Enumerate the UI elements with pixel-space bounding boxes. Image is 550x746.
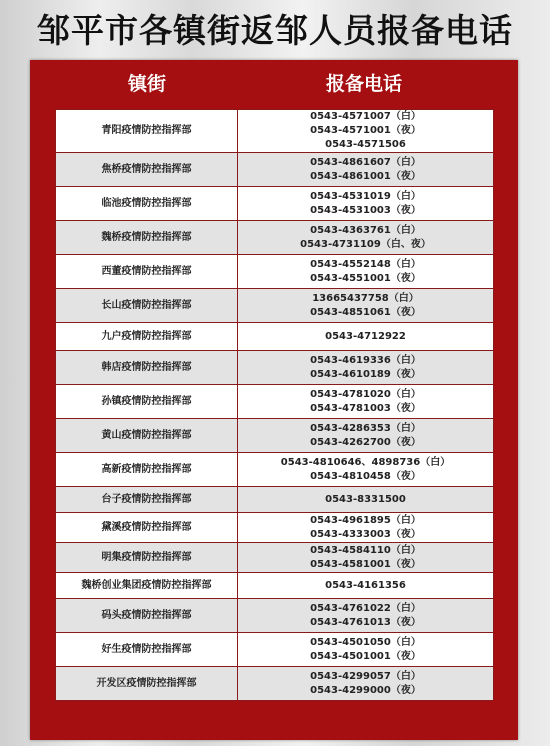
- table-row: [56, 255, 494, 289]
- town-name-cell: 魏桥疫情防控指挥部: [56, 221, 238, 255]
- table-header: [30, 60, 518, 108]
- phone-number[interactable]: 0543-8331500: [325, 493, 406, 505]
- town-name-cell: 台子疫情防控指挥部: [56, 487, 238, 513]
- table-row: [56, 633, 494, 667]
- town-name-cell: 开发区疫情防控指挥部: [56, 667, 238, 701]
- phone-number[interactable]: 0543-4571001（夜）: [310, 125, 421, 136]
- phone-number[interactable]: 0543-4531019（白）: [310, 190, 421, 202]
- phone-cell: [238, 573, 494, 599]
- town-name-cell: 黄山疫情防控指挥部: [56, 419, 238, 453]
- phone-number[interactable]: 0543-4262700（夜）: [310, 436, 421, 448]
- town-name-cell: 魏桥创业集团疫情防控指挥部: [56, 573, 238, 599]
- phone-number[interactable]: 0543-4571007（白）: [310, 111, 421, 122]
- table-row: [56, 599, 494, 633]
- phone-number[interactable]: 0543-4619336（白）: [310, 354, 421, 366]
- table-row: [56, 351, 494, 385]
- phone-number[interactable]: 0543-4861001（夜）: [310, 170, 421, 182]
- town-name-cell: 好生疫情防控指挥部: [56, 633, 238, 667]
- phone-cell: [238, 110, 494, 153]
- phone-table: [55, 109, 494, 701]
- phone-number[interactable]: 0543-4712922: [325, 330, 406, 342]
- phone-number[interactable]: 0543-4761013（夜）: [310, 616, 421, 628]
- phone-cell: [238, 187, 494, 221]
- phone-cell: [238, 543, 494, 573]
- phone-number[interactable]: 0543-4581001（夜）: [310, 558, 421, 570]
- town-name-cell: 长山疫情防控指挥部: [56, 289, 238, 323]
- phone-number[interactable]: 0543-4961895（白）: [310, 514, 421, 526]
- phone-cell: [238, 255, 494, 289]
- phone-cell: [238, 667, 494, 701]
- phone-number[interactable]: 0543-4584110（白）: [310, 544, 421, 556]
- phone-number[interactable]: 0543-4610189（夜）: [310, 368, 421, 380]
- phone-number[interactable]: 0543-4810458（夜）: [310, 470, 421, 482]
- phone-number[interactable]: 0543-4761022（白）: [310, 602, 421, 614]
- phone-cell: [238, 323, 494, 351]
- table-row: [56, 289, 494, 323]
- table-row: [56, 221, 494, 255]
- town-name-cell: 临池疫情防控指挥部: [56, 187, 238, 221]
- town-name-cell: 九户疫情防控指挥部: [56, 323, 238, 351]
- phone-number[interactable]: 0543-4551001（夜）: [310, 272, 421, 284]
- town-name-cell: 黛溪疫情防控指挥部: [56, 513, 238, 543]
- phone-cell: [238, 221, 494, 255]
- phone-number[interactable]: 0543-4781020（白）: [310, 388, 421, 400]
- table-row: [56, 153, 494, 187]
- phone-cell: [238, 453, 494, 487]
- phone-number[interactable]: 0543-4810646、4898736（白）: [280, 456, 451, 468]
- phone-cell: [238, 351, 494, 385]
- town-name-cell: 明集疫情防控指挥部: [56, 543, 238, 573]
- town-name-cell: 西董疫情防控指挥部: [56, 255, 238, 289]
- phone-directory-board: [30, 60, 518, 740]
- phone-cell: [238, 385, 494, 419]
- table-body: [56, 110, 494, 701]
- table-row: [56, 419, 494, 453]
- town-name-cell: 孙镇疫情防控指挥部: [56, 385, 238, 419]
- phone-cell: [238, 633, 494, 667]
- phone-number[interactable]: 0543-4501001（夜）: [310, 650, 421, 662]
- town-name-cell: 韩店疫情防控指挥部: [56, 351, 238, 385]
- table-row: [56, 453, 494, 487]
- phone-number[interactable]: 0543-4571506: [325, 139, 406, 150]
- table-row: [56, 667, 494, 701]
- phone-cell: [238, 289, 494, 323]
- table-row: [56, 187, 494, 221]
- column-header-phone: 报备电话: [325, 73, 402, 95]
- town-name-cell: 码头疫情防控指挥部: [56, 599, 238, 633]
- town-name-cell: 青阳疫情防控指挥部: [56, 110, 238, 153]
- table-row: [56, 543, 494, 573]
- phone-number[interactable]: 0543-4851061（夜）: [310, 306, 421, 318]
- phone-number[interactable]: 13665437758（白）: [312, 292, 419, 304]
- phone-cell: [238, 153, 494, 187]
- phone-number[interactable]: 0543-4363761（白）: [310, 224, 421, 236]
- phone-number[interactable]: 0543-4861607（白）: [310, 156, 421, 168]
- table-row: [56, 513, 494, 543]
- phone-number[interactable]: 0543-4299057（白）: [310, 670, 421, 682]
- table-row: [56, 323, 494, 351]
- phone-number[interactable]: 0543-4781003（夜）: [310, 402, 421, 414]
- phone-cell: [238, 419, 494, 453]
- phone-cell: [238, 487, 494, 513]
- phone-number[interactable]: 0543-4286353（白）: [310, 422, 421, 434]
- town-name-cell: 焦桥疫情防控指挥部: [56, 153, 238, 187]
- phone-number[interactable]: 0543-4501050（白）: [310, 636, 421, 648]
- page-title: 邹平市各镇街返邹人员报备电话: [37, 11, 513, 50]
- phone-number[interactable]: 0543-4299000（夜）: [310, 684, 421, 696]
- column-header-town: 镇街: [127, 73, 166, 95]
- table-row: [56, 573, 494, 599]
- phone-number[interactable]: 0543-4552148（白）: [310, 258, 421, 270]
- phone-cell: [238, 513, 494, 543]
- phone-number[interactable]: 0543-4731109（白、夜）: [300, 238, 431, 250]
- phone-number[interactable]: 0543-4333003（夜）: [310, 528, 421, 540]
- table-row: [56, 110, 494, 153]
- phone-cell: [238, 599, 494, 633]
- table-row: [56, 385, 494, 419]
- phone-number[interactable]: 0543-4161356: [325, 579, 406, 591]
- town-name-cell: 高新疫情防控指挥部: [56, 453, 238, 487]
- phone-number[interactable]: 0543-4531003（夜）: [310, 204, 421, 216]
- table-row: [56, 487, 494, 513]
